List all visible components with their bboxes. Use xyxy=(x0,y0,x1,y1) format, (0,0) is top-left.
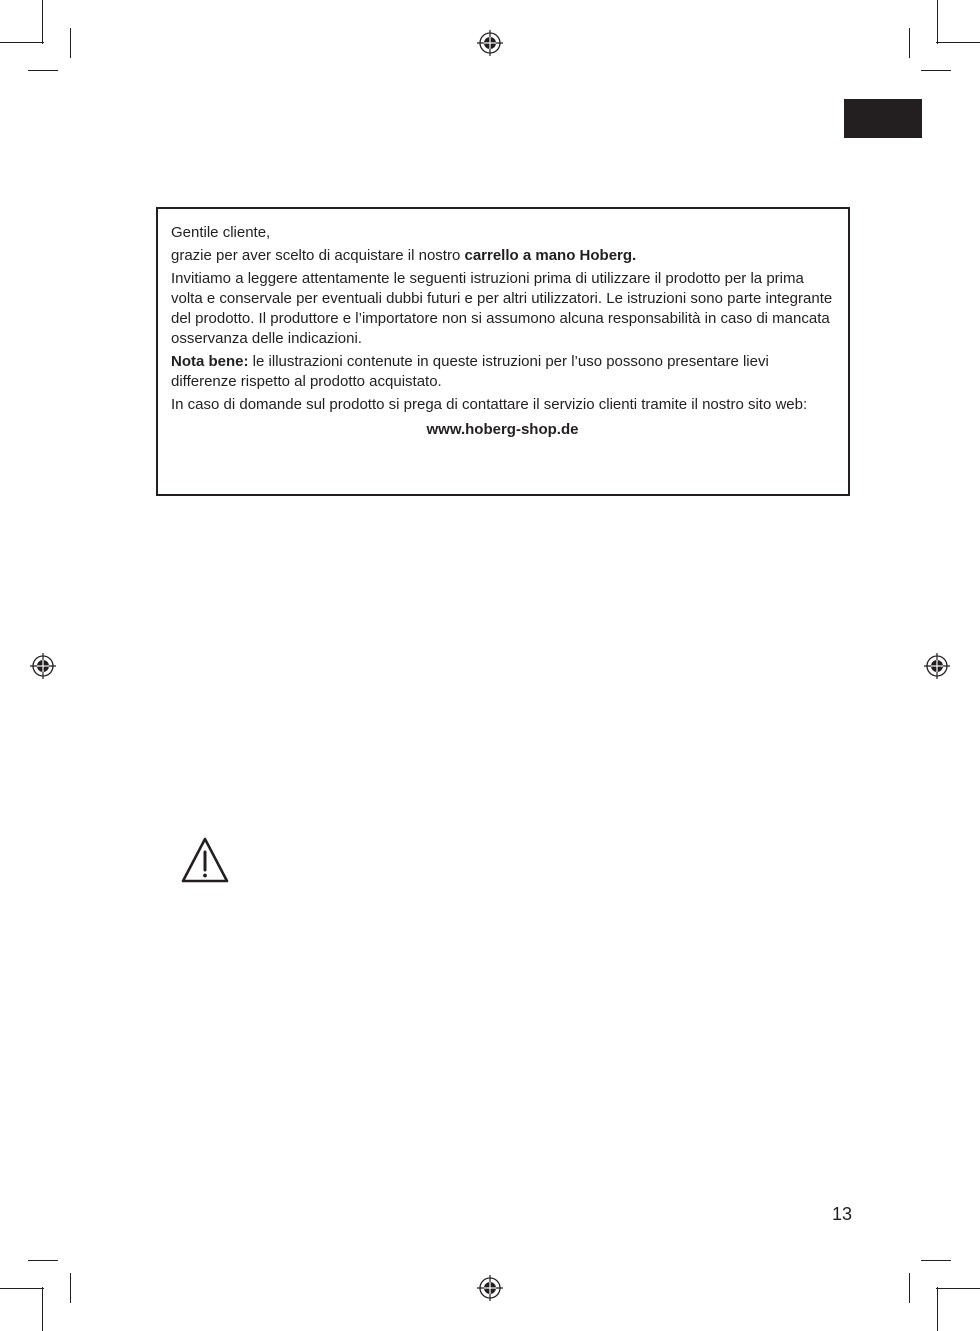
contact-paragraph: In caso di domande sul prodotto si prega di contattare il servizio clienti tramite il nostro sito web: xyxy=(171,396,808,413)
product-name: carrello a mano Hoberg. xyxy=(464,247,637,264)
thanks-text: grazie per aver scelto di acquistare il nostro xyxy=(171,247,465,264)
note-paragraph xyxy=(171,352,834,392)
salutation: Gentile cliente, xyxy=(171,224,271,241)
crop-mark xyxy=(42,1287,43,1331)
crop-mark xyxy=(921,70,951,71)
crop-mark xyxy=(28,1260,58,1261)
section-tab xyxy=(844,99,922,138)
intro-paragraph: Invitiamo a leggere attentamente le seguenti istruzioni prima di utilizzare il prodotto per la prima volta e conservale per eventuali dubbi futuri e per altri utilizzatori. Le istruzioni sono parte integrante del prodotto. Il produttore e l’importatore non si assumono alcuna responsabilità in caso di mancata osservanza delle indicazioni. xyxy=(171,270,833,347)
note-label: Nota bene: xyxy=(171,353,249,370)
crop-mark xyxy=(42,0,43,44)
crop-mark xyxy=(70,28,71,58)
page-number: 13 xyxy=(831,1204,852,1224)
crop-mark xyxy=(909,28,910,58)
registration-mark-icon xyxy=(924,653,950,679)
crop-mark xyxy=(0,1288,44,1289)
registration-mark-icon xyxy=(477,1275,503,1301)
crop-mark xyxy=(937,0,938,44)
thanks-line xyxy=(171,246,834,266)
crop-mark xyxy=(28,70,58,71)
intro-box xyxy=(156,207,850,496)
note-text: le illustrazioni contenute in queste istruzioni per l’uso possono presentare lievi differenze rispetto al prodotto acquistato. xyxy=(171,353,769,390)
crop-mark xyxy=(937,1287,938,1331)
website-link[interactable]: www.hoberg-shop.de xyxy=(426,421,579,438)
registration-mark-icon xyxy=(477,30,503,56)
registration-mark-icon xyxy=(30,653,56,679)
warning-triangle-icon xyxy=(180,836,230,884)
crop-mark xyxy=(936,42,980,43)
crop-mark xyxy=(909,1273,910,1303)
crop-mark xyxy=(921,1260,951,1261)
crop-mark xyxy=(0,42,44,43)
crop-mark xyxy=(936,1288,980,1289)
crop-mark xyxy=(70,1273,71,1303)
